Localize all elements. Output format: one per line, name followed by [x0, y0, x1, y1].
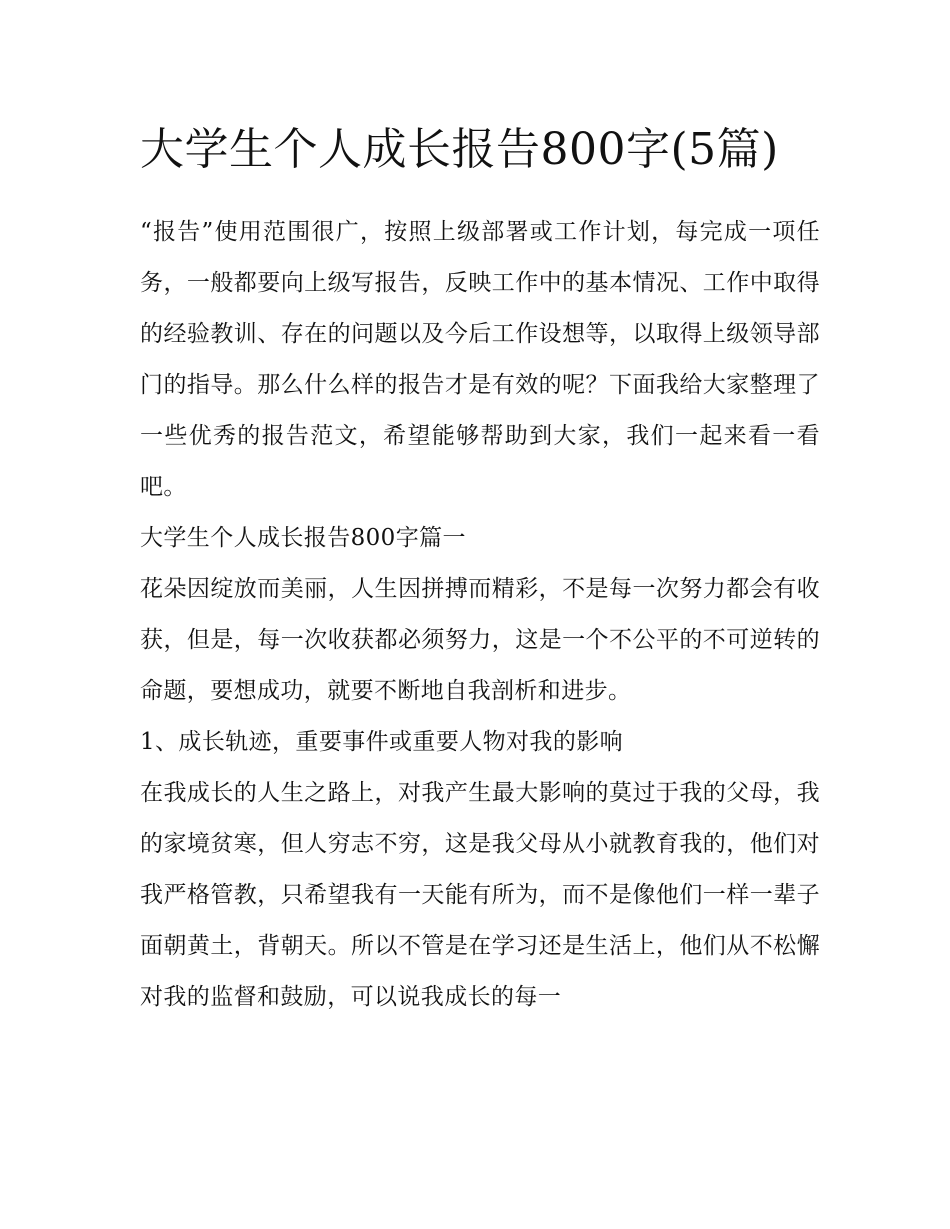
subsection-1-paragraph: 在我成长的人生之路上，对我产生最大影响的莫过于我的父母，我的家境贫寒，但人穷志不穷，这是我父母从小就教育我的，他们对我严格管教，只希望我有一天能有所为，而不是像他们一样一辈子面朝黄土，背朝天。所以不管是在学习还是生活上，他们从不松懈对我的监督和鼓励，可以说我成长的每一: [140, 780, 820, 1010]
section-1-paragraph: 花朵因绽放而美丽，人生因拼搏而精彩，不是每一次努力都会有收获，但是，每一次收获都必须努力，这是一个不公平的不可逆转的命题，要想成功，就要不断地自我剖析和进步。: [140, 576, 820, 704]
document-title: 大学生个人成长报告800字(5篇): [140, 124, 779, 175]
document-page: [140, 112, 820, 1023]
intro-paragraph: “报告”使用范围很广，按照上级部署或工作计划，每完成一项任务，一般都要向上级写报告，反映工作中的基本情况、工作中取得的经验教训、存在的问题以及今后工作设想等，以取得上级领导部门的指导。那么什么样的报告才是有效的呢？下面我给大家整理了一些优秀的报告范文，希望能够帮助到大家，我们一起来看一看吧。: [140, 219, 820, 500]
section-heading-1: 大学生个人成长报告800字篇一: [140, 525, 466, 551]
subsection-heading-1: 1、成长轨迹，重要事件或重要人物对我的影响: [140, 729, 624, 755]
